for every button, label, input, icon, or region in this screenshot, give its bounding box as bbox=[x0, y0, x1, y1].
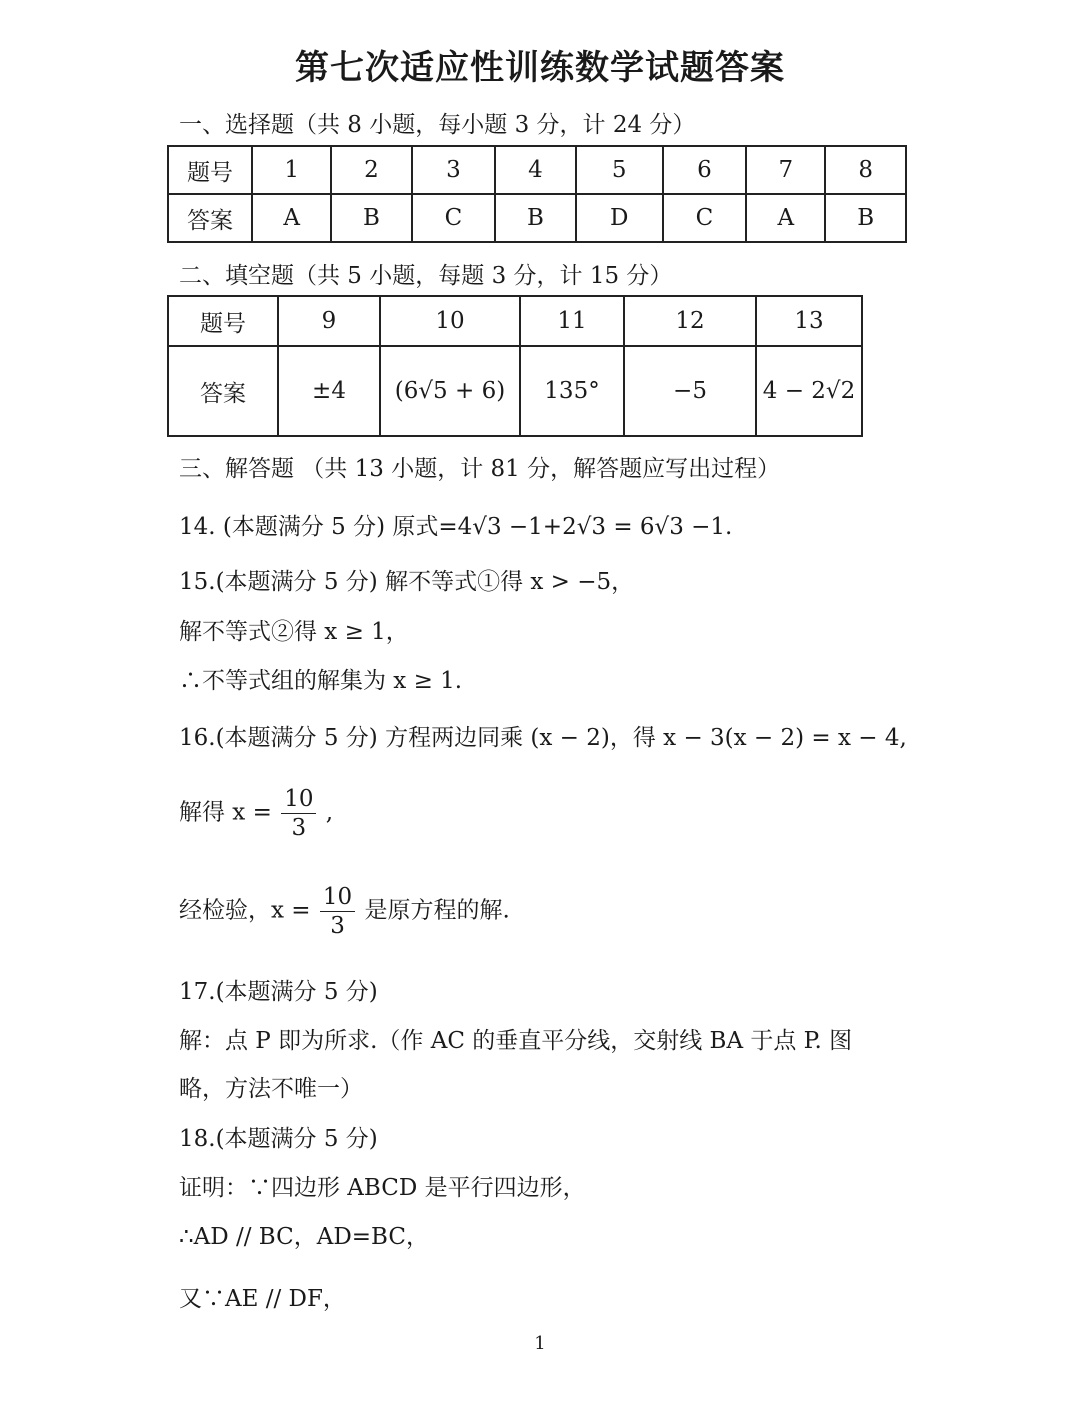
q17-line-2: 略，方法不唯一） bbox=[179, 1076, 363, 1102]
fill-in-answer-table bbox=[167, 295, 863, 437]
q15-line-3: ∴不等式组的解集为 x ≥ 1. bbox=[179, 668, 463, 694]
answer-cell: B bbox=[331, 194, 411, 242]
question-number-cell: 4 bbox=[495, 146, 575, 194]
fraction bbox=[281, 785, 316, 842]
q18-line-3: 又∵AE // DF， bbox=[179, 1286, 346, 1312]
q18-line-2: ∴AD // BC，AD=BC， bbox=[179, 1224, 429, 1250]
question-number-cell: 2 bbox=[331, 146, 411, 194]
fraction bbox=[320, 883, 355, 940]
fraction-denominator: 3 bbox=[330, 913, 345, 939]
section1-heading: 一、选择题（共 8 小题，每小题 3 分，计 24 分） bbox=[179, 112, 696, 138]
section3-heading: 三、解答题 （共 13 小题，计 81 分，解答题应写出过程） bbox=[179, 456, 781, 482]
question-number-cell: 3 bbox=[412, 146, 495, 194]
answer-cell: B bbox=[495, 194, 575, 242]
q16-solve-prefix: 解得 x = bbox=[179, 799, 272, 826]
multiple-choice-answer-table bbox=[167, 145, 907, 243]
page-title: 第七次适应性训练数学试题答案 bbox=[295, 48, 785, 88]
answer-cell: D bbox=[576, 194, 663, 242]
table-row bbox=[168, 296, 862, 346]
fraction-numerator: 10 bbox=[281, 785, 316, 814]
table-row bbox=[168, 194, 906, 242]
answer-cell: C bbox=[663, 194, 746, 242]
question-number-cell: 8 bbox=[825, 146, 906, 194]
answer-cell: 4 − 2√2 bbox=[756, 346, 862, 436]
answer-cell: C bbox=[412, 194, 495, 242]
question-number-cell: 5 bbox=[576, 146, 663, 194]
question-number-cell: 13 bbox=[756, 296, 862, 346]
answer-cell: B bbox=[825, 194, 906, 242]
question-number-cell: 7 bbox=[746, 146, 825, 194]
answer-cell: 135° bbox=[520, 346, 624, 436]
q18-heading: 18.(本题满分 5 分) bbox=[179, 1126, 378, 1152]
answer-cell: (6√5 + 6) bbox=[380, 346, 520, 436]
answer-cell: A bbox=[252, 194, 331, 242]
q17-line-1: 解：点 P 即为所求.（作 AC 的垂直平分线，交射线 BA 于点 P. 图 bbox=[179, 1028, 853, 1054]
question-number-cell: 12 bbox=[624, 296, 756, 346]
table-row bbox=[168, 146, 906, 194]
row-label-number: 题号 bbox=[168, 296, 278, 346]
page-number: 1 bbox=[534, 1333, 546, 1354]
row-label-answer: 答案 bbox=[168, 194, 252, 242]
row-label-number: 题号 bbox=[168, 146, 252, 194]
question-number-cell: 11 bbox=[520, 296, 624, 346]
question-number-cell: 6 bbox=[663, 146, 746, 194]
q15-line-1: 15.(本题满分 5 分) 解不等式①得 x > −5， bbox=[179, 569, 635, 595]
answer-cell: ±4 bbox=[278, 346, 380, 436]
fraction-numerator: 10 bbox=[320, 883, 355, 912]
q16-check-prefix: 经检验，x = bbox=[179, 897, 311, 924]
question-number-cell: 10 bbox=[380, 296, 520, 346]
q16-check-suffix: 是原方程的解. bbox=[364, 897, 510, 924]
q16-solve-suffix: , bbox=[325, 799, 334, 826]
answer-cell: −5 bbox=[624, 346, 756, 436]
answer-cell: A bbox=[746, 194, 825, 242]
row-label-answer: 答案 bbox=[168, 346, 278, 436]
question-number-cell: 1 bbox=[252, 146, 331, 194]
table-row bbox=[168, 346, 862, 436]
section2-heading: 二、填空题（共 5 小题，每题 3 分，计 15 分） bbox=[179, 263, 673, 289]
fraction-denominator: 3 bbox=[291, 815, 307, 841]
q16-line-1: 16.(本题满分 5 分) 方程两边同乘 (x − 2)，得 x − 3(x − 2) = x − 4, bbox=[179, 725, 907, 751]
q15-line-2: 解不等式②得 x ≥ 1， bbox=[179, 619, 409, 645]
q16-solve-line bbox=[179, 785, 333, 842]
q16-check-line bbox=[179, 883, 510, 940]
q14-solution: 14. (本题满分 5 分) 原式=4√3 −1+2√3 = 6√3 −1. bbox=[179, 514, 733, 540]
q18-line-1: 证明：∵四边形 ABCD 是平行四边形， bbox=[179, 1175, 586, 1201]
q17-heading: 17.(本题满分 5 分) bbox=[179, 979, 378, 1005]
question-number-cell: 9 bbox=[278, 296, 380, 346]
